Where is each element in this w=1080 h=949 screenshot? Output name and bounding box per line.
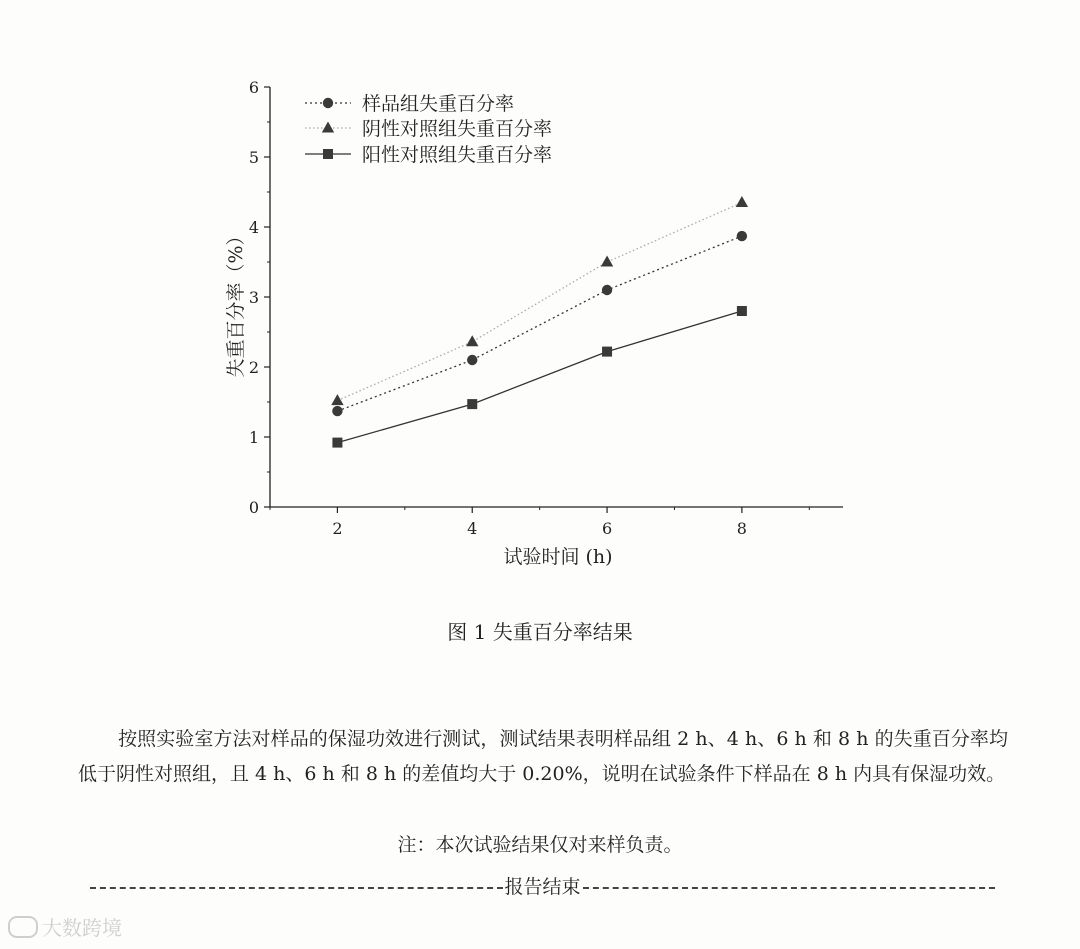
series-line-triangle	[337, 203, 741, 401]
dashed-rule-left	[90, 887, 503, 889]
legend-marker-triangle	[322, 122, 334, 133]
watermark	[8, 912, 122, 941]
legend-label: 阴性对照组失重百分率	[362, 118, 553, 140]
y-tick-label: 4	[248, 218, 259, 237]
data-point-square	[737, 306, 747, 316]
data-point-square	[602, 347, 612, 357]
y-tick-label: 0	[248, 498, 259, 517]
data-point-circle	[602, 285, 612, 295]
note-text: 注：本次试验结果仅对来样负责。	[397, 834, 683, 856]
y-tick-label: 5	[248, 148, 259, 167]
x-tick-label: 6	[601, 519, 613, 538]
y-tick-label: 1	[248, 428, 259, 447]
data-point-circle	[332, 406, 342, 416]
x-axis-label: 试验时间 (h)	[503, 546, 613, 568]
legend-label: 阳性对照组失重百分率	[362, 144, 553, 166]
y-tick-label: 6	[248, 78, 259, 97]
figure-caption: 图 1 失重百分率结果	[447, 620, 633, 644]
chart-series	[331, 196, 748, 448]
data-point-square	[467, 399, 477, 409]
watermark-text: 大数跨境	[42, 916, 122, 940]
dashed-rule-right	[583, 887, 996, 889]
data-point-triangle	[331, 394, 343, 405]
report-end-label: 报告结束	[504, 876, 581, 898]
x-tick-label: 2	[332, 519, 343, 538]
series-line-circle	[337, 236, 741, 411]
y-tick-label: 3	[248, 288, 259, 307]
data-point-circle	[737, 231, 747, 241]
series-line-square	[337, 311, 741, 443]
legend-label: 样品组失重百分率	[362, 93, 515, 115]
data-point-circle	[467, 355, 477, 365]
data-point-triangle	[601, 256, 613, 267]
paragraph-text: 按照实验室方法对样品的保湿功效进行测试，测试结果表明样品组 2 h、4 h、6 h 和 8 h 的失重百分率均低于阴性对照组，且 4 h、6 h 和 8 h 的差值均大于 0.20%，说明在试验条件下样品在 8 h 内具有保湿功效。	[78, 728, 1008, 785]
data-point-square	[332, 438, 342, 448]
report-end-line	[90, 872, 995, 899]
y-tick-label: 2	[248, 358, 259, 377]
x-tick-label: 4	[467, 519, 478, 538]
legend-marker-circle	[323, 98, 333, 108]
legend-marker-square	[323, 149, 333, 159]
x-tick-label: 8	[736, 519, 747, 538]
chart-legend	[305, 93, 552, 166]
y-axis-label: 失重百分率（%）	[225, 226, 247, 378]
data-point-triangle	[466, 335, 478, 346]
result-paragraph	[78, 722, 1008, 792]
watermark-logo-icon	[8, 916, 38, 938]
data-point-triangle	[736, 196, 748, 207]
